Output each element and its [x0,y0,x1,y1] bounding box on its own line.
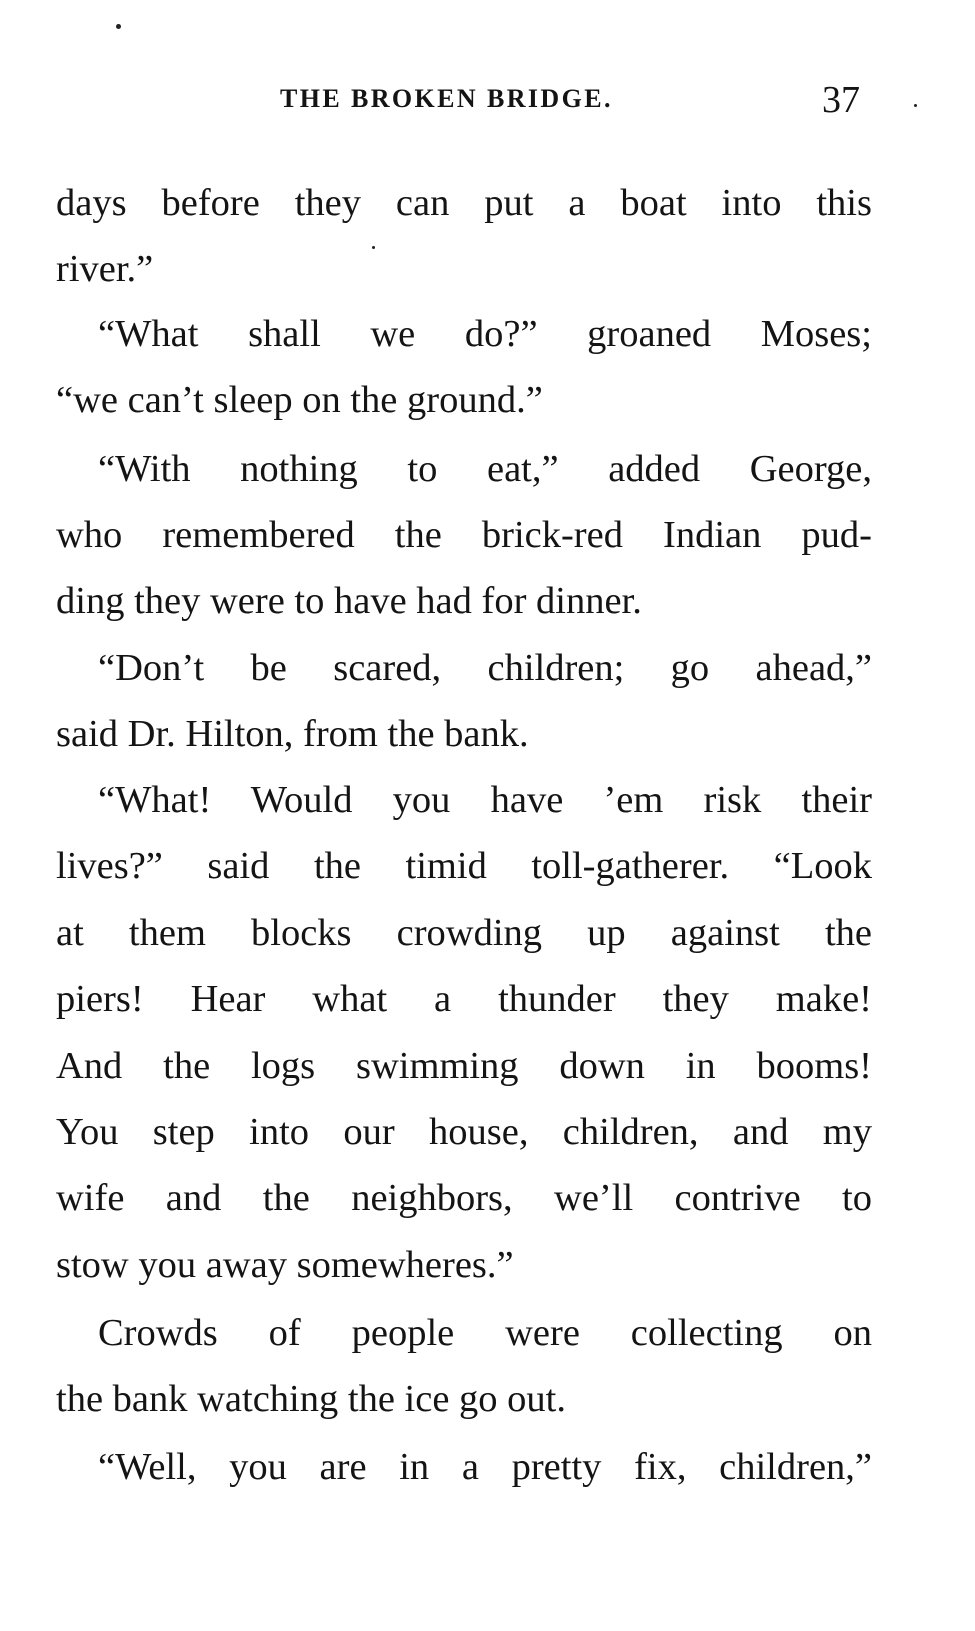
text-line: “Well, you are in a pretty fix, children,” [98,1446,872,1488]
text-line: “What! Would you have ’em risk their [98,779,872,821]
text-line: “Don’t be scared, children; go ahead,” [98,647,872,689]
text-line: piers! Hear what a thunder they make! [56,978,872,1020]
text-line: “With nothing to eat,” added George, [98,448,872,490]
text-line: who remembered the brick-red Indian pud- [56,514,872,556]
text-line: days before they can put a boat into this [56,182,872,224]
text-line: stow you away somewheres.” [56,1244,514,1286]
text-line: You step into our house, children, and my [56,1111,872,1153]
text-line: the bank watching the ice go out. [56,1378,566,1420]
text-line: at them blocks crowding up against the [56,912,872,954]
text-line: wife and the neighbors, we’ll contrive to [56,1177,872,1219]
text-line: lives?” said the timid toll-gatherer. “Look [56,845,872,887]
text-line: “we can’t sleep on the ground.” [56,379,543,421]
text-line: ding they were to have had for dinner. [56,580,642,622]
page-number: 37 [822,79,860,121]
text-line: Crowds of people were collecting on [98,1312,872,1354]
text-line: said Dr. Hilton, from the bank. [56,713,529,755]
running-title: THE BROKEN BRIDGE. [280,84,613,113]
text-line: And the logs swimming down in booms! [56,1045,872,1087]
text-line: “What shall we do?” groaned Moses; [98,313,872,355]
page-header [0,78,975,128]
ink-speck [116,24,121,29]
text-line: river.” [56,248,154,290]
